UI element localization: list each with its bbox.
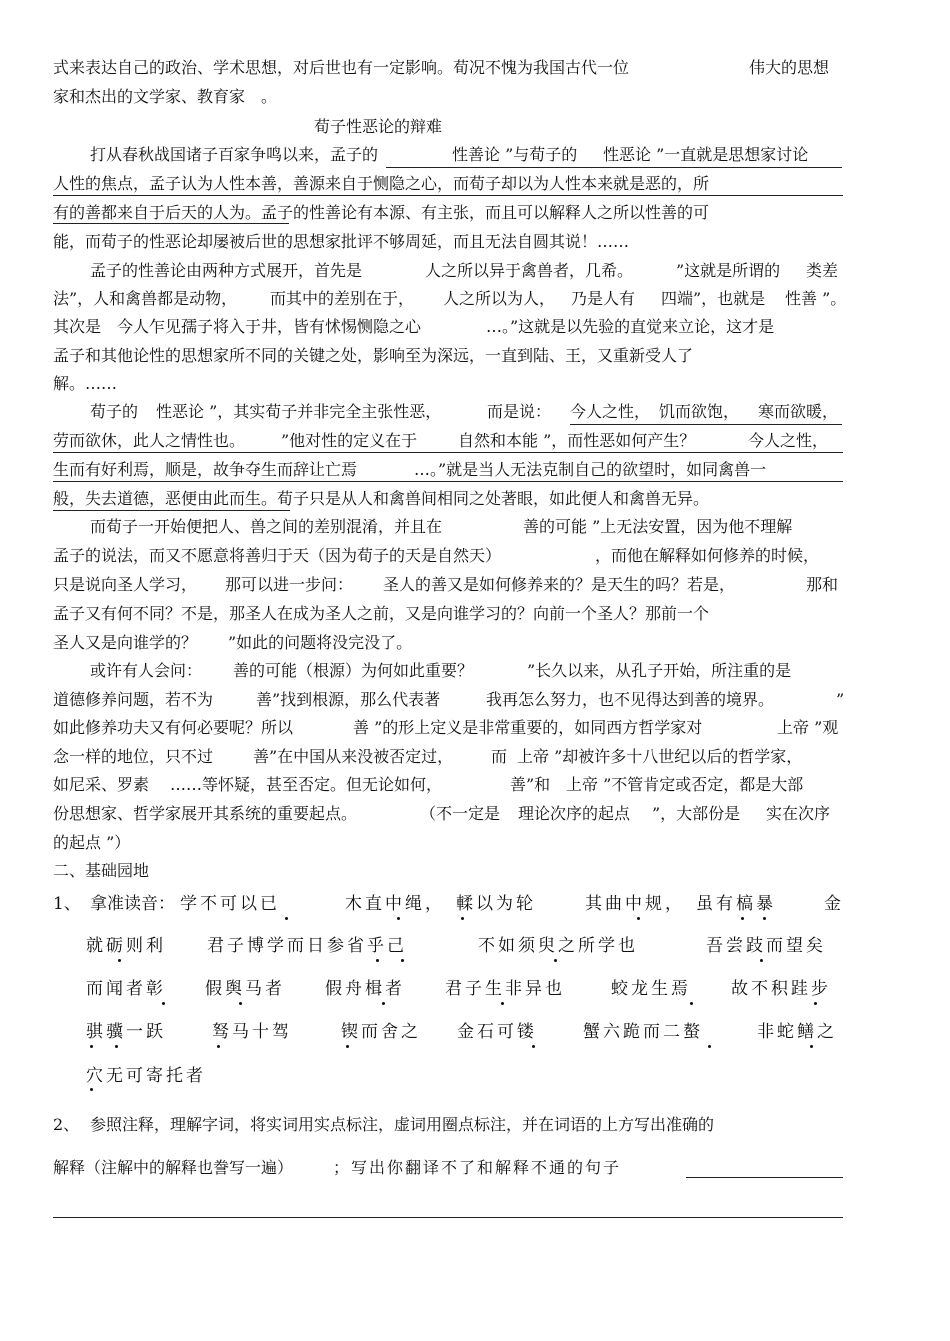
- text-segment: 人性的焦点，孟子认为人性本善，善源来自于恻隐之心，而荀子却以为人性本来就是恶的，所: [53, 174, 710, 193]
- text-segment: 能，而荀子的性恶论却屡被后世的思想家批评不够周延，而且无法自圆其说！……: [53, 232, 630, 251]
- emphasis-dot: [760, 959, 763, 962]
- text-segment: 解释（注解中的解释也誊写一遍）: [53, 1158, 294, 1177]
- underline: [53, 223, 289, 224]
- text-segment: 有的善都来自于后天的人为。孟子的性善论有本源、有主张，而且可以解释人之所以性善的可: [53, 203, 710, 222]
- intro-line-2: [0, 83, 950, 111]
- p2-line-4: [0, 342, 950, 370]
- page-title: 荀子性恶论的辩难: [314, 117, 443, 136]
- text-segment: ”: [836, 690, 845, 709]
- question-number: 2、: [53, 1115, 80, 1134]
- text-segment: 类差: [806, 261, 839, 280]
- text-segment: 道德修养问题，若不为: [53, 690, 214, 709]
- p5-line-1: [0, 657, 950, 685]
- underline: [53, 452, 843, 453]
- text-segment: 而荀子一开始便把人、兽之间的差别混淆，并且在: [90, 517, 443, 536]
- emphasis-dot: [346, 1045, 349, 1048]
- intro-line-1: [0, 54, 950, 82]
- text-segment: 而其中的差别在于，: [270, 289, 415, 308]
- p4-line-1: [0, 513, 950, 541]
- text-segment: 圣人又是向谁学的？: [53, 633, 198, 652]
- reading-item: 虽有槁暴: [696, 894, 776, 914]
- text-segment: 式来表达自己的政治、学术思想，对后世也有一定影响。荀况不愧为我国古代一位: [53, 58, 630, 77]
- text-segment: 或许有人会问：: [90, 661, 203, 680]
- emphasis-dot: [382, 1002, 385, 1005]
- text-segment: 性善论 ”与荀子的: [452, 145, 578, 164]
- text-segment: 劳而欲休，此人之情性也。: [53, 431, 246, 450]
- text-segment: 今人之性，: [748, 431, 829, 450]
- underline: [53, 195, 843, 196]
- text-segment: 性恶论 ”，其实荀子并非完全主张性恶，: [156, 402, 442, 421]
- text-segment: 孟子的性善论由两种方式展开，首先是: [90, 261, 363, 280]
- reading-item: 蛟龙生焉: [611, 979, 691, 999]
- emphasis-dot: [763, 917, 766, 920]
- p2-line-5: [0, 370, 950, 398]
- text-segment: 寒而欲暖，: [758, 402, 839, 421]
- reading-item: 驽马十驾: [212, 1022, 292, 1042]
- text-segment: 自然和本能 ”，而性恶如何产生？: [458, 431, 696, 450]
- emphasis-dot: [376, 959, 379, 962]
- text-segment: 圣人的善又是如何修养来的？是天生的吗？若是，: [383, 575, 736, 594]
- text-segment: 善 ”的形上定义是非常重要的，如同西方哲学家对: [353, 718, 703, 737]
- text-segment: 善”在中国从来没被否定过，: [253, 747, 454, 766]
- text-segment: ”，大部份是: [652, 804, 741, 823]
- emphasis-dot: [397, 917, 400, 920]
- reading-item: 吾尝跂而望矣: [706, 936, 826, 956]
- reading-item: 君子生非异也: [445, 979, 565, 999]
- text-segment: ”长久以来，从孔子开始，所注重的是: [527, 661, 792, 680]
- text-segment: 善”找到根源，那么代表著: [256, 690, 441, 709]
- text-segment: ，而他在解释如何修养的时候，: [595, 546, 820, 565]
- text-segment: 今人乍见孺子将入于井，皆有怵惕恻隐之心: [117, 317, 422, 336]
- reading-item: 金: [824, 894, 844, 914]
- text-segment: 人之所以为人，: [443, 289, 556, 308]
- emphasis-dot: [239, 1002, 242, 1005]
- section-title: 二、基础园地: [53, 861, 150, 880]
- p2-line-2: [0, 285, 950, 313]
- text-segment: 只是说向圣人学习，: [53, 575, 198, 594]
- emphasis-dot: [708, 1045, 711, 1048]
- text-segment: 上帝 ”不管肯定或否定，都是大部: [566, 775, 804, 794]
- text-segment: 其次是: [53, 317, 102, 336]
- text-segment: 家和杰出的文学家、教育家 。: [53, 87, 278, 106]
- emphasis-dot: [554, 959, 557, 962]
- p1-line-1: [0, 141, 950, 169]
- text-segment: 理论次序的起点: [518, 804, 631, 823]
- reading-item: 假舟楫者: [325, 979, 405, 999]
- text-segment: 上帝 ”却被许多十八世纪以后的哲学家，: [517, 747, 803, 766]
- answer-blank[interactable]: [53, 1217, 843, 1218]
- p3-line-3: [0, 456, 950, 484]
- p5-line-5: [0, 771, 950, 799]
- text-segment: 如此修养功夫又有何必要呢？所以: [53, 718, 294, 737]
- text-segment: 今人之性，: [570, 402, 651, 421]
- text-segment: 如尼采、罗素: [53, 775, 150, 794]
- p5-line-3: [0, 714, 950, 742]
- reading-item: 故不积跬步: [731, 979, 831, 999]
- reading-item: 輮以为轮: [456, 894, 536, 914]
- reading-item: 假舆马者: [205, 979, 285, 999]
- p1-line-2: [0, 170, 950, 198]
- text-segment: …。”这就是以先验的直觉来立论，这才是: [486, 317, 775, 336]
- text-segment: 那可以进一步问：: [225, 575, 354, 594]
- text-segment: ……等怀疑，甚至否定。但无论如何，: [170, 775, 443, 794]
- text-segment: 的起点 ”）: [53, 833, 131, 852]
- essay-title: [0, 113, 950, 141]
- text-segment: 善”和: [510, 775, 551, 794]
- p3-line-1: [0, 398, 950, 426]
- underline: [53, 481, 843, 482]
- text-segment: 我再怎么努力，也不见得达到善的境界。: [486, 690, 775, 709]
- p4-line-4: [0, 600, 950, 628]
- text-segment: 乃是人有: [571, 289, 636, 308]
- emphasis-dot: [461, 917, 464, 920]
- underline: [386, 167, 842, 168]
- text-segment: 打从春秋战国诸子百家争鸣以来，孟子的: [90, 145, 379, 164]
- emphasis-dot: [115, 1045, 118, 1048]
- p5-line-6: [0, 800, 950, 828]
- p1-line-4: [0, 228, 950, 256]
- underline: [53, 510, 290, 511]
- p2-line-1: [0, 257, 950, 285]
- emphasis-dot: [690, 1002, 693, 1005]
- reading-item: 学不可以已: [180, 894, 280, 914]
- text-segment: 四端”，也就是: [661, 289, 766, 308]
- question-label: 拿准读音：: [90, 894, 175, 914]
- text-segment: 解。……: [53, 374, 118, 393]
- emphasis-dot: [637, 917, 640, 920]
- text-segment: 而是说：: [487, 402, 552, 421]
- reading-item: 其曲中规，: [585, 894, 685, 914]
- p3-line-2: [0, 427, 950, 455]
- answer-blank[interactable]: [686, 1177, 843, 1178]
- emphasis-dot: [532, 1045, 535, 1048]
- reading-item: 金石可镂: [457, 1022, 537, 1042]
- emphasis-dot: [810, 1045, 813, 1048]
- text-segment: 伟大的思想: [749, 58, 830, 77]
- text-segment: 孟子又有何不同？不是，那圣人在成为圣人之前，又是向谁学习的？向前一个圣人？那前一个: [53, 604, 710, 623]
- p4-line-2: [0, 542, 950, 570]
- p4-line-3: [0, 571, 950, 599]
- reading-item: 就砺则利: [86, 936, 166, 956]
- emphasis-dot: [401, 959, 404, 962]
- text-segment: ”这就是所谓的: [676, 261, 781, 280]
- p5-line-2: [0, 686, 950, 714]
- text-segment: ”他对性的定义在于: [281, 431, 418, 450]
- text-segment: 上帝 ”观: [777, 718, 839, 737]
- text-segment: 那和: [806, 575, 839, 594]
- emphasis-dot: [814, 1002, 817, 1005]
- text-segment: 人之所以异于禽兽者，几希。: [425, 261, 634, 280]
- underline: [570, 424, 842, 425]
- emphasis-dot: [118, 959, 121, 962]
- reading-item: 不如须臾之所学也: [478, 936, 638, 956]
- text-segment: 般，失去道德，恶便由此而生。荀子只是从人和禽兽间相同之处著眼，如此便人和禽兽无异。: [53, 489, 710, 508]
- question-2-line-1: [0, 1111, 950, 1139]
- emphasis-dot: [501, 1002, 504, 1005]
- reading-item: 君子博学而日参省乎己: [207, 936, 407, 956]
- text-segment: 孟子的说法，而又不愿意将善归于天（因为荀子的天是自然天）: [53, 546, 502, 565]
- text-segment: 荀子的: [90, 402, 139, 421]
- reading-item: 穴无可寄托者: [86, 1066, 206, 1086]
- text-segment: 性恶论 ”一直就是思想家讨论: [603, 145, 809, 164]
- reading-item: 木直中绳，: [345, 894, 445, 914]
- reading-item: 非蛇鳝之: [757, 1022, 837, 1042]
- text-segment: 念一样的地位，只不过: [53, 747, 214, 766]
- text-segment: ”如此的问题将没完没了。: [228, 633, 413, 652]
- p2-line-3: [0, 313, 950, 341]
- reading-item: 骐骥一跃: [86, 1022, 166, 1042]
- p5-line-4: [0, 743, 950, 771]
- p4-line-5: [0, 629, 950, 657]
- text-segment: 善的可能（根源）为何如此重要？: [233, 661, 474, 680]
- p3-line-4: [0, 485, 950, 513]
- reading-item: 而闻者彰: [86, 979, 166, 999]
- text-segment: 孟子和其他论性的思想家所不同的关键之处，影响至为深远，一直到陆、王，又重新受人了: [53, 346, 694, 365]
- emphasis-dot: [741, 917, 744, 920]
- text-segment: 而: [491, 747, 508, 766]
- reading-item: 蟹六跪而二螯: [583, 1022, 703, 1042]
- emphasis-dot: [90, 1088, 93, 1091]
- emphasis-dot: [285, 917, 288, 920]
- text-segment: 生而有好利焉，顺是，故争夺生而辞让亡焉: [53, 460, 358, 479]
- text-segment: ；写出你翻译不了和解释不通的句子: [333, 1158, 622, 1177]
- p5-line-7: [0, 829, 950, 857]
- reading-item: 锲而舍之: [341, 1022, 421, 1042]
- emphasis-dot: [217, 1045, 220, 1048]
- text-segment: …。”就是当人无法克制自己的欲望时，如同禽兽一: [414, 460, 767, 479]
- text-segment: 参照注释，理解字词，将实词用实点标注，虚词用圈点标注，并在词语的上方写出准确的: [90, 1115, 715, 1134]
- text-segment: 实在次序: [766, 804, 831, 823]
- emphasis-dot: [90, 1045, 93, 1048]
- text-segment: （不一定是: [420, 804, 501, 823]
- text-segment: 份思想家、哲学家展开其系统的重要起点。: [53, 804, 358, 823]
- emphasis-dot: [162, 1002, 165, 1005]
- text-segment: 善的可能 ”上无法安置，因为他不理解: [523, 517, 793, 536]
- text-segment: 法”，人和禽兽都是动物，: [53, 289, 238, 308]
- question-number: 1、: [53, 894, 81, 914]
- text-segment: 性善 ”。: [785, 289, 847, 308]
- section-heading: [0, 857, 950, 885]
- text-segment: 饥而欲饱，: [659, 402, 740, 421]
